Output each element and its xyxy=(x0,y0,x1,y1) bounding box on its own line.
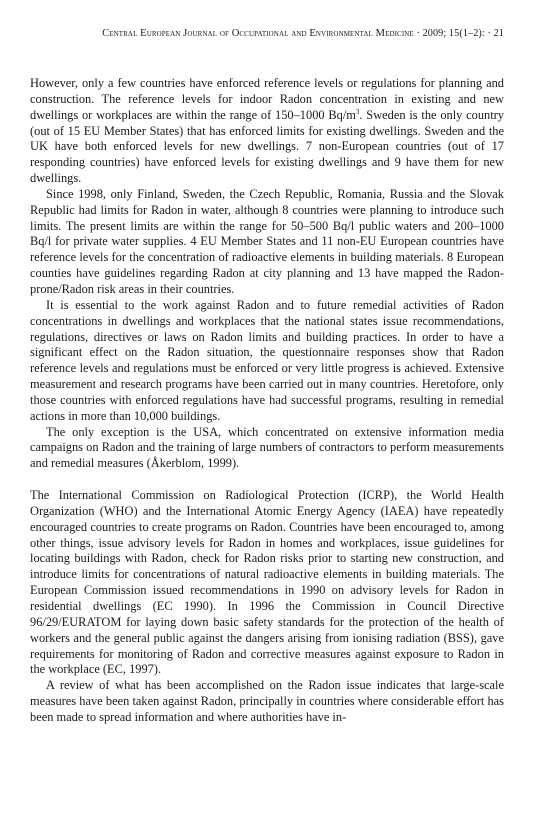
paragraph-4: The only exception is the USA, which concentrated on extensive information media campaigns on Radon and the training of large numbers of contractors to perform measurements and remedial measures (Åkerblom, 1999). xyxy=(30,424,504,471)
paragraph-1 xyxy=(30,76,504,187)
paragraph-3: It is essential to the work against Radon and to future remedial activities of Radon concentrations in dwellings and workplaces that the national states issue recommendations, regulations, directives or laws on Radon limits and building practices. In order to have a significant effect on the Radon situation, the questionnaire responses show that Radon reference levels and regulations must be enforced or very little progress is achieved. Extensive measurement and research programs have been carried out in many countries. Heretofore, only those countries with enforced regulations have had successful programs, resulting in remedial actions in more than 10,000 buildings. xyxy=(30,297,504,423)
paragraph-1-text: However, only a few countries have enforced reference levels or regulations for planning and construction. The reference levels for indoor Radon concentration in existing and new dwellings or workplaces are within the range of 150–1000 Bq/m xyxy=(30,76,504,122)
running-header xyxy=(30,28,504,39)
body-text xyxy=(30,76,504,726)
paragraph-1-text-cont: . Sweden is the only country (out of 15 EU Member States) that has enforced limits for existing dwellings. Sweden and the UK have both enforced levels for new dwellings. 7 non-European countries (out of 17 responding countries) have enforced levels for existing dwellings and 9 have them for new dwellings. xyxy=(30,107,504,186)
citation: · 2009; 15(1–2): · 21 xyxy=(413,28,504,39)
superscript: 3 xyxy=(355,107,360,116)
paragraph-5: The International Commission on Radiological Protection (ICRP), the World Health Organization (WHO) and the International Atomic Energy Agency (IAEA) have repeatedly encouraged countries to create programs on Radon. Countries have been encouraged to, among other things, issue advisory levels for Radon in homes and workplaces, issue guidelines for locating buildings with Radon, check for Radon risks prior to starting new construction, and introduce limits for concentrations of natural radioactive elements in building materials. The European Commission issued recommendations in 1990 on advisory levels for Radon in residential dwellings (EC 1990). In 1996 the Commission in Council Directive 96/29/EURATOM for laying down basic safety standards for the protection of the health of workers and the general public against the dangers arising from ionising radiation (BSS), gave requirements for monitoring of Radon and corrective measures against exposure to Radon in the workplace (EC, 1997). xyxy=(30,488,504,677)
paragraph-2: Since 1998, only Finland, Sweden, the Czech Republic, Romania, Russia and the Slovak Republic had limits for Radon in water, although 8 countries were planning to introduce such limits. The present limits are within the range for 50–500 Bq/l public waters and 200–1000 Bq/l for private water supplies. 4 EU Member States and 11 non-EU European countries have reference levels for the concentration of radioactive elements in building materials. 8 European counties have guidelines regarding Radon at city planning and 13 have mapped the Radon-prone/Radon risk areas in their countries. xyxy=(30,186,504,296)
paragraph-6: A review of what has been accomplished on the Radon issue indicates that large-scale measures have been taken against Radon, principally in countries where considerable effort has been made to spread information and where authorities have in- xyxy=(30,678,504,724)
journal-name: Central European Journal of Occupational and Environmental Medicine xyxy=(102,28,414,39)
